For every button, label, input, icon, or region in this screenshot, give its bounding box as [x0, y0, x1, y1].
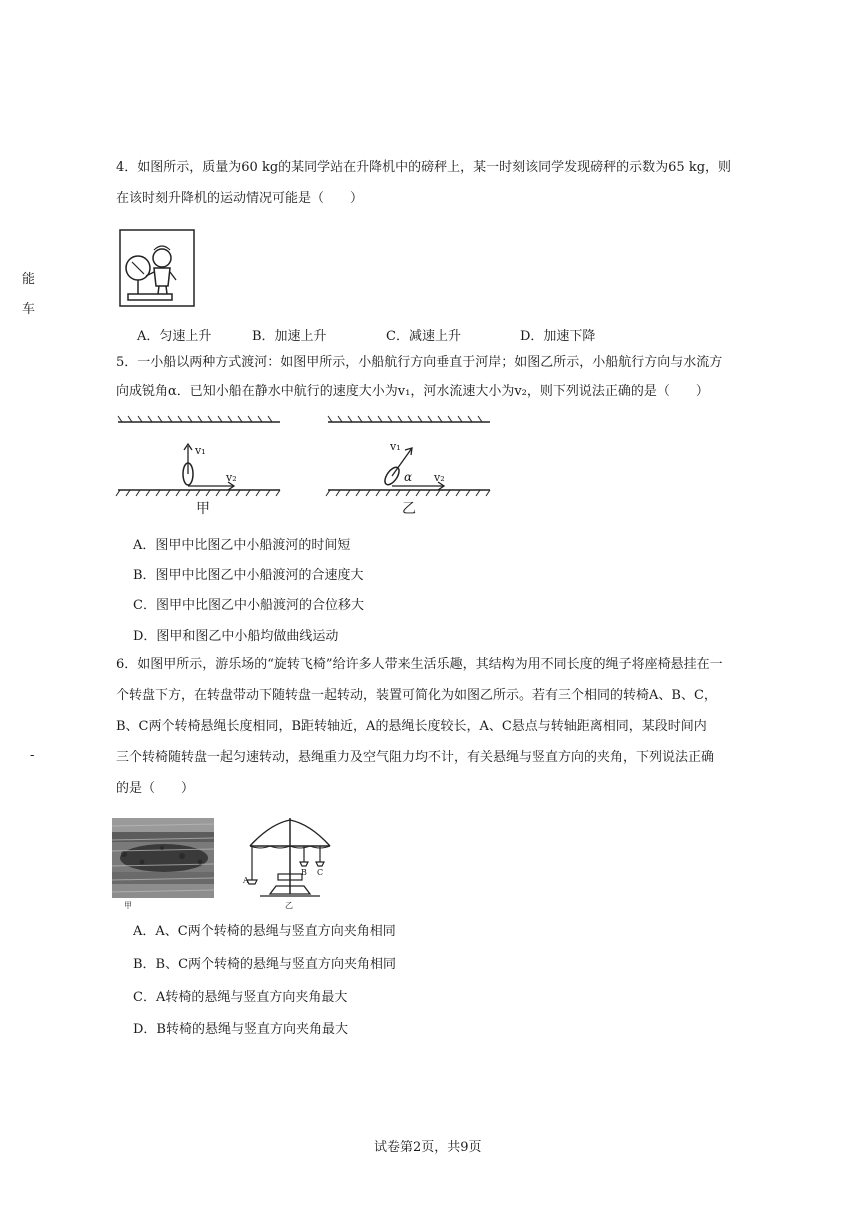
- q6-option-b[interactable]: B．B、C两个转椅的悬绳与竖直方向夹角相同: [133, 957, 397, 972]
- q6-line-3: B、C两个转椅悬绳长度相同，B距转轴近，A的悬绳长度较长，A、C悬点与转轴距离相同，某段时间内: [116, 719, 707, 734]
- q5-line-1: 5．一小船以两种方式渡河：如图甲所示，小船航行方向垂直于河岸；如图乙所示，小船航行方向与水流方: [116, 355, 723, 370]
- q6-line-5: 的是（ ）: [116, 781, 195, 796]
- q6-diagram-yi: [240, 814, 340, 906]
- side-mark-3: -: [30, 748, 35, 763]
- q5-label-alpha: α: [404, 470, 413, 484]
- q6-line-4: 三个转椅随转盘一起匀速转动，悬绳重力及空气阻力均不计，有关悬绳与竖直方向的夹角，下列说法正确: [116, 750, 715, 765]
- q6-option-a[interactable]: A．A、C两个转椅的悬绳与竖直方向夹角相同: [133, 924, 396, 939]
- q5-label-v1-jia: v₁: [195, 444, 206, 457]
- q6-option-c[interactable]: C．A转椅的悬绳与竖直方向夹角最大: [133, 990, 348, 1005]
- q4-figure-scale-person: [118, 228, 198, 310]
- q5-line-2: 向成锐角α．已知小船在静水中航行的速度大小为v₁，河水流速大小为v₂，则下列说法正确的是（ ）: [116, 384, 709, 399]
- side-mark-2: 车: [22, 302, 36, 317]
- q6-label-b: B: [301, 868, 307, 877]
- q4-line-1: 4．如图所示，质量为60 kg的某同学站在升降机中的磅秤上，某一时刻该同学发现磅秤的示数为65 kg，则: [116, 160, 732, 175]
- q6-label-yi: 乙: [285, 901, 293, 910]
- q6-line-2: 个转盘下方，在转盘带动下随转盘一起转动，装置可简化为如图乙所示。若有三个相同的转椅A、B、C，: [116, 688, 717, 703]
- q5-option-d[interactable]: D．图甲和图乙中小船均做曲线运动: [133, 629, 339, 644]
- q6-label-jia: 甲: [124, 901, 132, 910]
- page-footer: 试卷第2页，共9页: [374, 1140, 482, 1155]
- q4-option-c[interactable]: C．减速上升: [386, 329, 461, 344]
- q4-option-d[interactable]: D．加速下降: [520, 329, 596, 344]
- q6-option-d[interactable]: D．B转椅的悬绳与竖直方向夹角最大: [133, 1022, 348, 1037]
- q5-label-v2-yi: v₂: [434, 471, 445, 484]
- q6-photo-jia: [112, 818, 214, 898]
- q5-label-v1-yi: v₁: [390, 440, 401, 453]
- q5-option-b[interactable]: B．图甲中比图乙中小船渡河的合速度大: [133, 568, 364, 583]
- q6-label-a: A: [243, 876, 249, 885]
- q4-line-2: 在该时刻升降机的运动情况可能是（ ）: [116, 191, 364, 206]
- side-mark-1: 能: [22, 272, 36, 287]
- q6-label-c: C: [317, 868, 324, 877]
- q5-label-v2-jia: v₂: [226, 471, 237, 484]
- q5-label-jia: 甲: [196, 501, 210, 517]
- q5-label-yi: 乙: [402, 501, 416, 517]
- q5-option-a[interactable]: A．图甲中比图乙中小船渡河的时间短: [133, 538, 351, 553]
- q6-line-1: 6．如图甲所示，游乐场的“旋转飞椅”给许多人带来生活乐趣，其结构为用不同长度的绳子将座椅悬挂在一: [116, 657, 723, 672]
- q5-option-c[interactable]: C．图甲中比图乙中小船渡河的合位移大: [133, 598, 364, 613]
- q4-option-a[interactable]: A．匀速上升: [137, 329, 212, 344]
- q4-option-b[interactable]: B．加速上升: [252, 329, 327, 344]
